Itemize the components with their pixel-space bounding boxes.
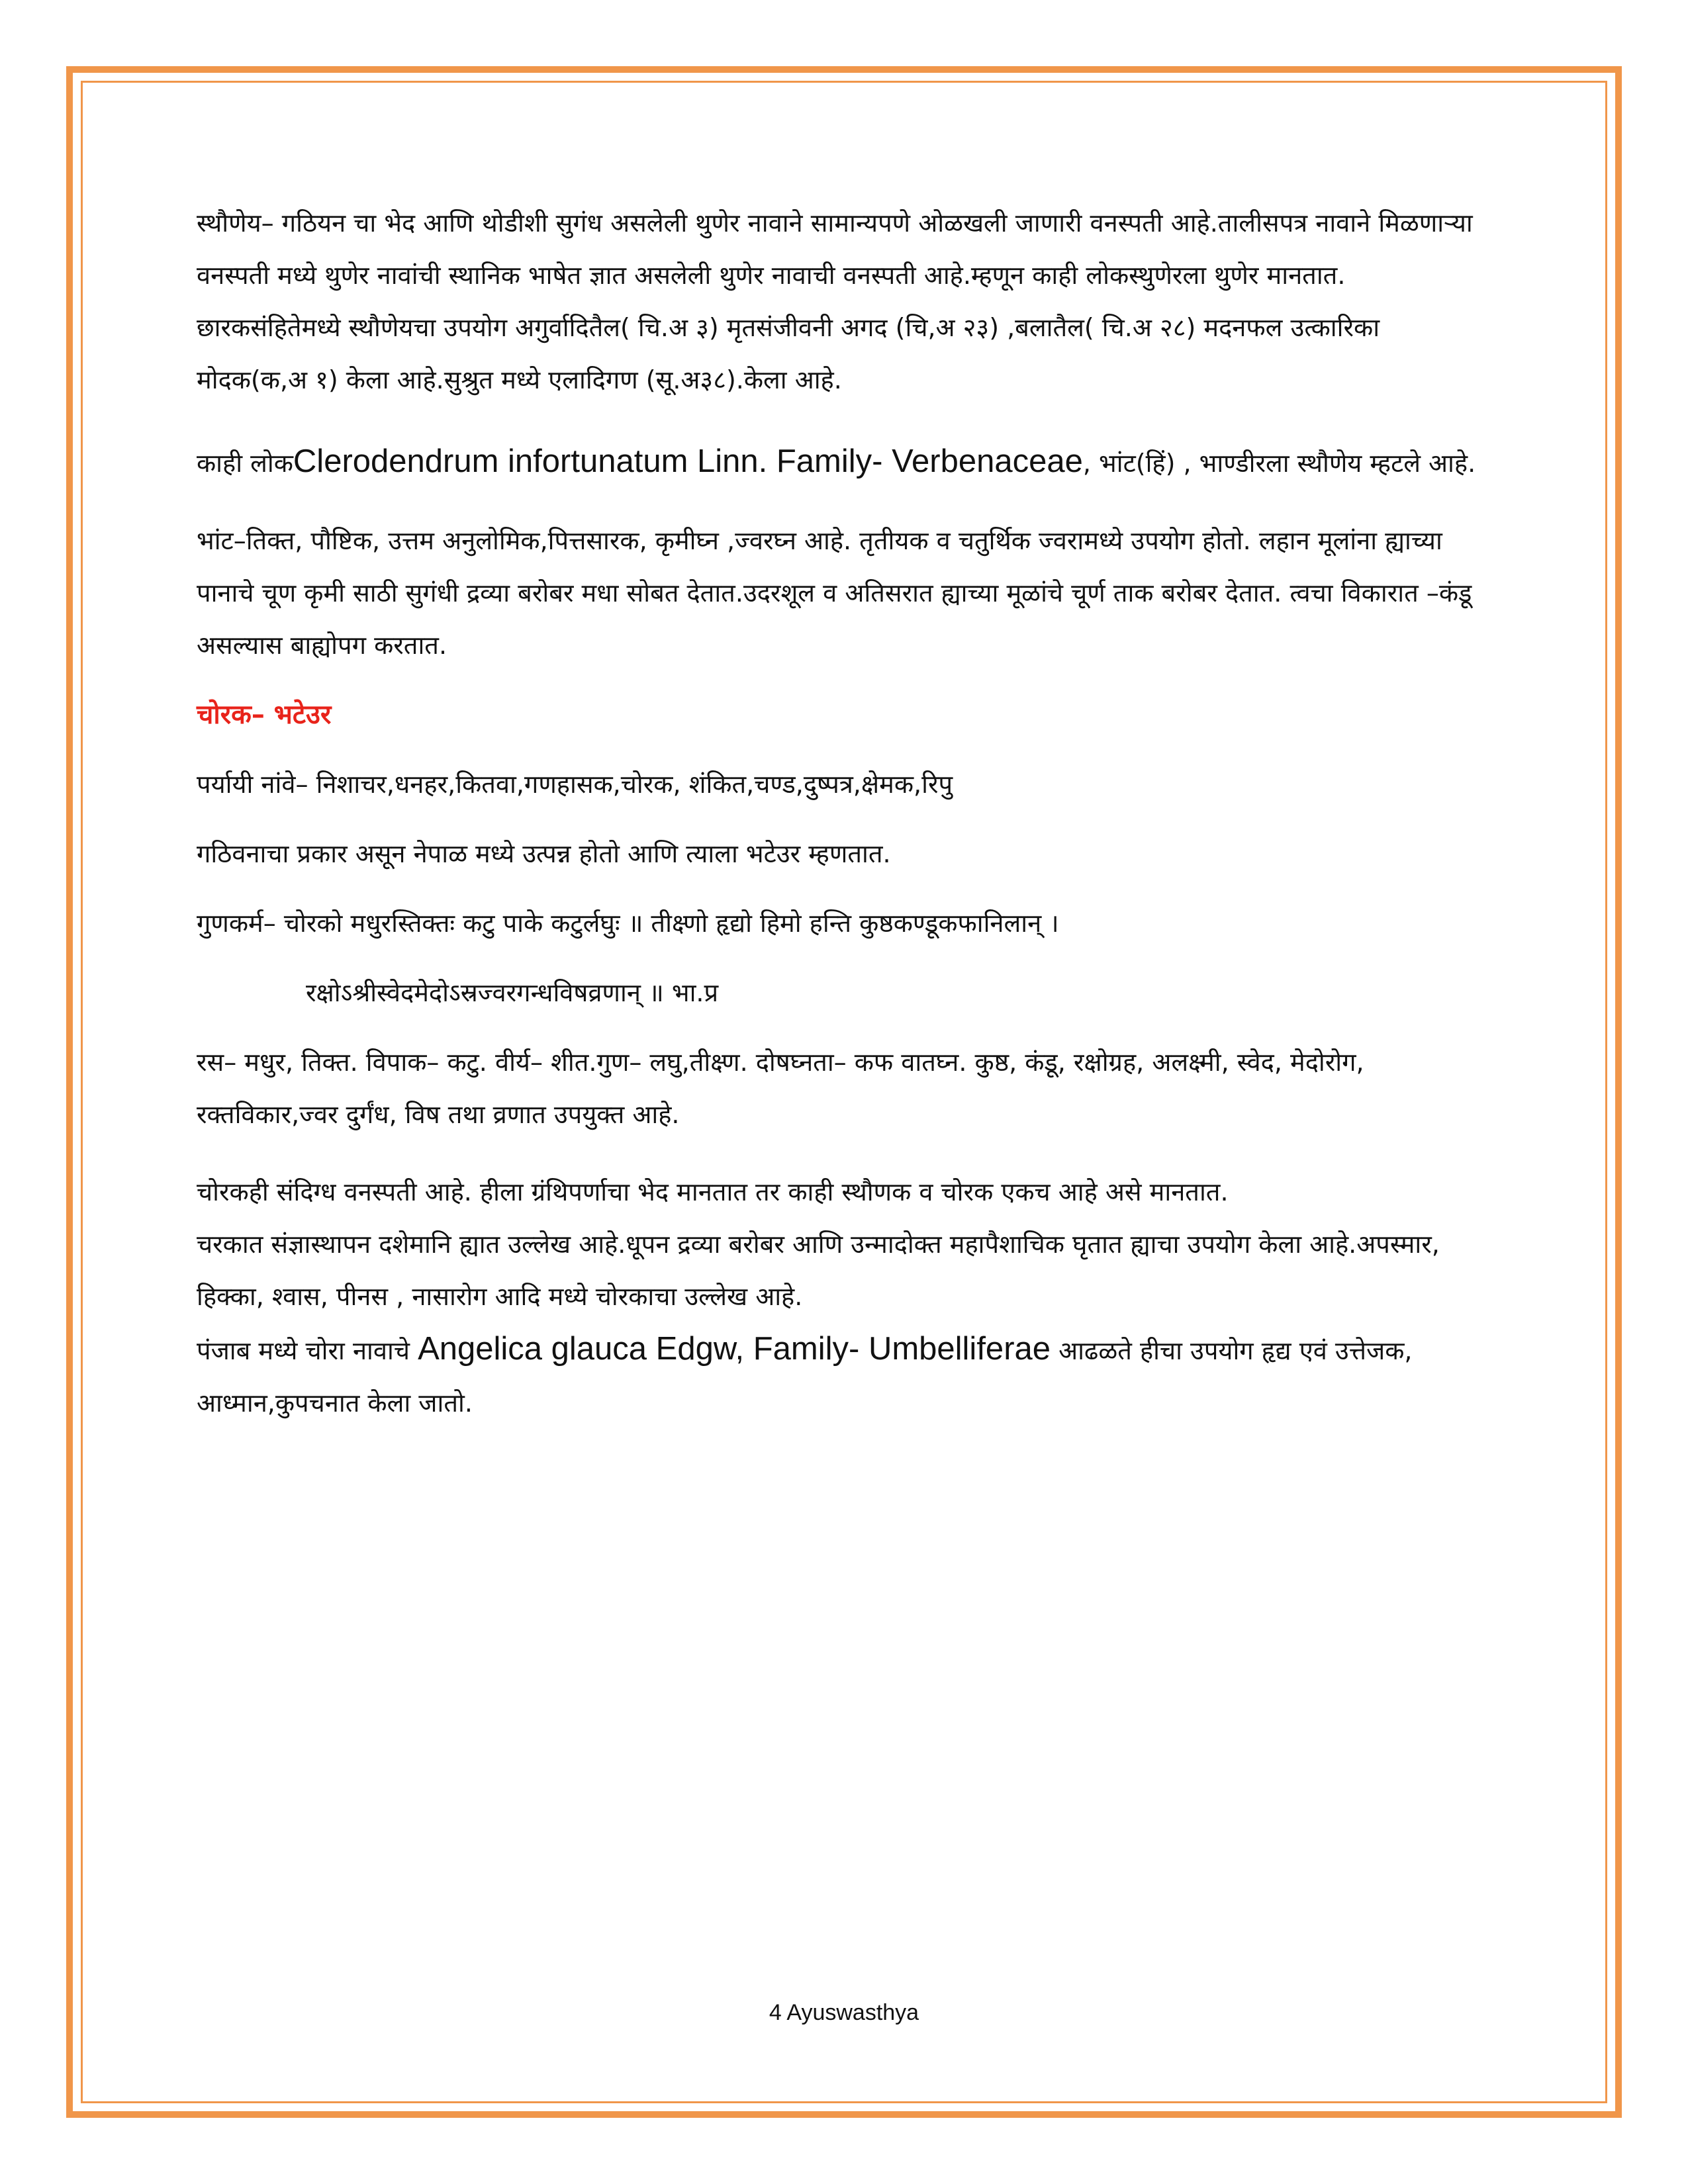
paragraph-bhant: भांट–तिक्त, पौष्टिक, उत्तम अनुलोमिक,पित्तसारक, कृमीघ्न ,ज्वरघ्न आहे. तृतीयक व चतुर्थिक ज्वरामध्ये उपयोग होतो. लहान मूलांना ह्याच्या पानाचे चूण कृमी साठी सुगंधी द्रव्या बरोबर मधा सोबत देतात.उदरशूल व अतिसरात ह्याच्या मूळांचे चूर्ण ताक बरोबर देतात. त्वचा विकारात –कंडू असल्यास बाह्योपग करतात. [197, 526, 1472, 660]
paragraph-sandigdha: चोरकही संदिग्ध वनस्पती आहे. हीला ग्रंथिपर्णाचा भेद मानतात तर काही स्थौणक व चोरक एकच आहे असे मानतात. [197, 1177, 1229, 1206]
paragraph-clerodendrum-prefix: काही लोक [197, 449, 293, 478]
paragraph-description: गठिवनाचा प्रकार असून नेपाळ मध्ये उत्पन्न होतो आणि त्याला भटेउर म्हणतात. [197, 839, 891, 868]
paragraph-charak: चरकात संज्ञास्थापन दशेमानि ह्यात उल्लेख आहे.धूपन द्रव्या बरोबर आणि उन्मादोक्त महापैशाचिक घृतात ह्याचा उपयोग केला आहे.अपस्मार, हिक्का, श्वास, पीनस , नासारोग आदि मध्ये चोरकाचा उल्लेख आहे. [197, 1230, 1440, 1311]
botanical-name-clerodendrum: Clerodendrum infortunatum Linn. Family- Verbenaceae [293, 443, 1083, 479]
paragraph-sthauneya: स्थौणेय– गठियन चा भेद आणि थोडीशी सुगंध असलेली थुणेर नावाने सामान्यपणे ओळखली जाणारी वनस्पती आहे.तालीसपत्र नावाने मिळणाऱ्या वनस्पती मध्ये थुणेर नावांची स्थानिक भाषेत ज्ञात असलेली थुणेर नावाची वनस्पती आहे.म्हणून काही लोकस्थुणेरला थुणेर मानतात. छारकसंहितेमध्ये स्थौणेयचा उपयोग अगुर्वादितैल( चि.अ ३) मृतसंजीवनी अगद (चि,अ २३) ,बलातैल( चि.अ २८) मदनफल उत्कारिका मोदक(क,अ १) केला आहे.सुश्रुत मध्ये एलादिगण (सू.अ३८).केला आहे. [197, 208, 1473, 394]
botanical-name-angelica: Angelica glauca Edgw, Family- Umbelliferae [418, 1331, 1051, 1367]
paragraph-angelica [197, 1323, 1484, 1430]
paragraph-clerodendrum [197, 435, 1484, 490]
paragraph-angelica-suffix: आढळते हीचा उपयोग हृद्य एवं उत्तेजक, आध्मान,कुपचनात केला जातो. [197, 1336, 1413, 1418]
page-footer: 4 Ayuswasthya [769, 2000, 919, 2025]
paragraph-gunakarma: गुणकर्म– चोरको मधुरस्तिक्तः कटु पाके कटुर्लघुः ॥ तीक्ष्णो हृद्यो हिमो हन्ति कुष्ठकण्डूकफानिलान् । [197, 909, 1059, 938]
paragraph-clerodendrum-suffix: , भांट(हिं) , भाण्डीरला स्थौणेय म्हटले आहे. [1082, 449, 1476, 478]
section-heading-chorak: चोरक– भटेउर [197, 700, 332, 730]
paragraph-angelica-prefix: पंजाब मध्ये चोरा नावाचे [197, 1336, 418, 1365]
shloka-line: रक्षोऽश्रीस्वेदमेदोऽस्रज्वरगन्धविषव्रणान् ॥ भा.प्र [306, 978, 719, 1007]
paragraph-synonyms: पर्यायी नांवे– निशाचर,धनहर,कितवा,गणहासक,चोरक, शंकित,चण्ड,दुष्पत्र,क्षेमक,रिपु [197, 770, 953, 799]
paragraph-rasa: रस– मधुर, तिक्त. विपाक– कटु. वीर्य– शीत.गुण– लघु,तीक्ष्ण. दोषघ्नता– कफ वातघ्न. कुष्ठ, कंडू, रक्षोग्रह, अलक्ष्मी, स्वेद, मेदोरोग, रक्तविकार,ज्वर दुर्गंध, विष तथा व्रणात उपयुक्त आहे. [197, 1048, 1364, 1129]
document-body [197, 197, 1484, 1430]
